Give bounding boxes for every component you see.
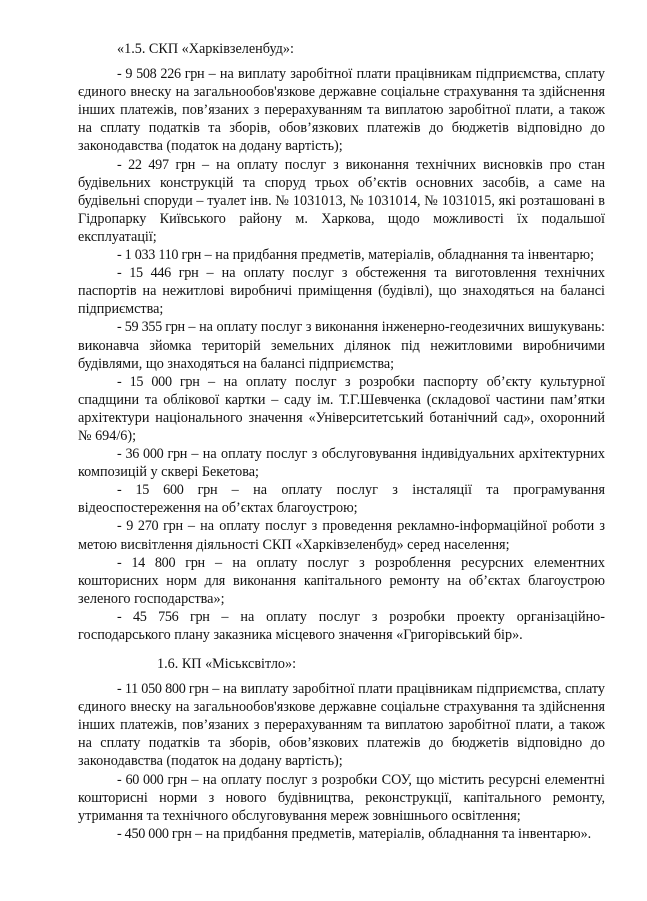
list-item [78, 608, 605, 644]
item-text: – на виплату заробітної плати працівникам підприємства, сплату єдиного внеску на загальнообов'язкове державне соціальне страхування та здійснення інших платежів, пов’язаних з перерахуванням та виплатою заробітної плати, а також на сплату податків та зборів, обов’язкових платежів до бюджетів відповідно до законодавства (податок на додану вартість); [78, 66, 605, 155]
list-item [78, 554, 605, 608]
list-item [78, 318, 605, 372]
item-amount: - 15 446 грн [117, 265, 199, 282]
list-item [78, 680, 605, 770]
list-item [78, 264, 605, 318]
item-text: – на оплату послуг з виконання технічних висновків про стан будівельних конструкцій та споруд трьох об’єктів основних засобів, а саме на будівельні споруди – туалет інв. № 1031013, № 1031014, № 1031015, які розташовані в Гідропарку Київського району м. Харкова, щодо можливості їх подальшої експлуатації; [78, 156, 605, 245]
item-text: – на оплату послуг з розробки проекту організаційно-господарського плану заказника місцевого значення «Григорівський бір». [78, 608, 605, 643]
item-amount: - 9 508 226 грн [117, 66, 205, 83]
item-amount: - 59 355 грн [117, 319, 185, 336]
list-item [78, 825, 605, 843]
item-text: – на придбання предметів, матеріалів, обладнання та інвентарю». [191, 825, 592, 842]
item-text: – на оплату послуг з виконання інженерно-геодезичних вишукувань: виконавча зйомка територій земельних ділянок під нежитловими виробничими будівлями, що знаходяться на балансі підприємства; [78, 319, 605, 372]
list-item [78, 246, 605, 264]
item-amount: - 11 050 800 грн [117, 681, 209, 698]
list-item [78, 373, 605, 445]
item-amount: - 450 000 грн [117, 825, 192, 842]
item-amount: - 15 600 грн [117, 482, 218, 499]
item-amount: - 15 000 грн [117, 373, 200, 390]
list-item [78, 445, 605, 481]
item-text: – на придбання предметів, матеріалів, обладнання та інвентарю; [201, 247, 595, 264]
item-text: – на оплату послуг з інсталяції та програмування відеоспостереження на об’єктах благоустрою; [78, 482, 605, 517]
list-item [78, 481, 605, 517]
list-item [78, 156, 605, 246]
item-text: – на виплату заробітної плати працівникам підприємства, сплату єдиного внеску на загальнообов'язкове державне соціальне страхування та здійснення інших платежів, пов’язаних з перерахуванням та виплатою заробітної плати, а також на сплату податків та зборів, обов’язкових платежів до бюджетів відповідно до законодавства (податок на додану вартість); [78, 681, 605, 770]
section-1-5 [78, 40, 605, 644]
item-amount: - 36 000 грн [117, 446, 188, 463]
list-item [78, 517, 605, 553]
item-amount: - 45 756 грн [117, 608, 210, 625]
item-text: – на оплату послуг з обслуговування індивідуальних архітектурних композицій у сквері Бекетова; [78, 446, 605, 481]
item-text: – на оплату послуг з проведення рекламно-інформаційної роботи з метою висвітлення діяльності СКП «Харківзеленбуд» серед населення; [78, 518, 606, 553]
item-amount: - 9 270 грн [117, 518, 183, 535]
section-1-6 [78, 655, 605, 843]
list-item [78, 65, 605, 155]
item-text: – на оплату послуг з розробки СОУ, що містить ресурсні елементні кошторисні норми з нового будівництва, реконструкції, капітального ремонту, утримання та технічного обслуговування мереж зовнішнього освітлення; [78, 771, 605, 824]
list-item [78, 771, 605, 825]
item-text: – на оплату послуг з розробки паспорту об’єкту культурної спадщини та облікової картки – саду ім. Т.Г.Шевченка (складової частини пам’ятки архітектури національного значення «Університетський ботанічний сад», охоронний № 694/6); [78, 373, 605, 444]
section-heading: 1.6. КП «Міськсвітло»: [157, 656, 297, 672]
item-amount: - 60 000 грн [117, 771, 188, 788]
item-text: – на оплату послуг з розроблення ресурсних елементних кошторисних норм для виконання капітального ремонту на об’єктах благоустрою зеленого господарства»; [78, 554, 605, 607]
section-heading: «1.5. СКП «Харківзеленбуд»: [117, 41, 294, 57]
item-amount: - 1 033 110 грн [117, 247, 202, 264]
item-text: – на оплату послуг з обстеження та виготовлення технічних паспортів на нежитлові виробничі приміщення (будівлі), що знаходяться на балансі підприємства; [78, 265, 606, 318]
item-amount: - 22 497 грн [117, 156, 196, 173]
item-amount: - 14 800 грн [117, 554, 205, 571]
